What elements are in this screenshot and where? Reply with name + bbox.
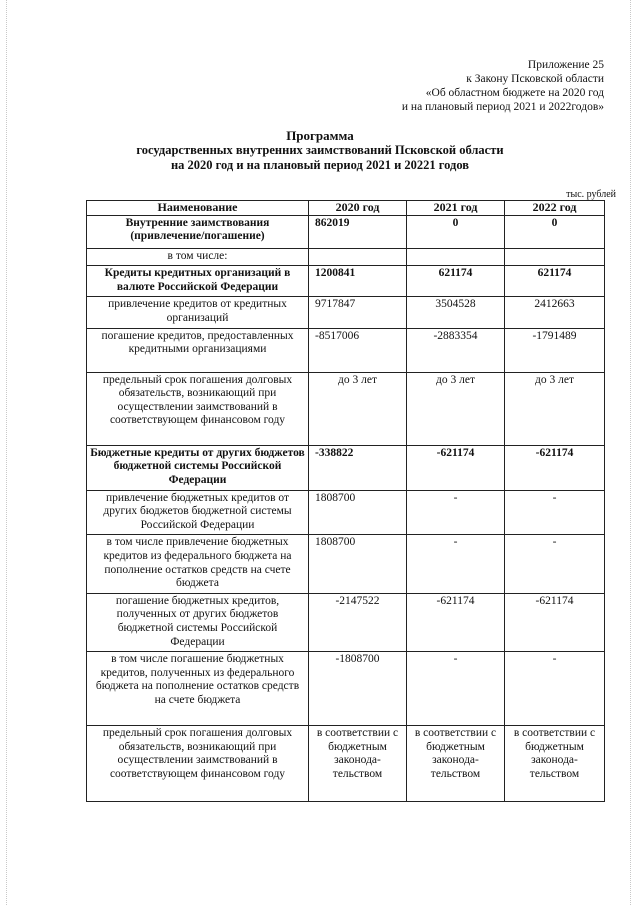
row-value-2020: 1808700 (309, 490, 407, 535)
table-row (87, 593, 605, 651)
row-value-2021: -2883354 (407, 328, 505, 372)
document-title (0, 128, 640, 173)
row-name: в том числе привлечение бюджетных кредитов из федерального бюджета на пополнение остатков средств на счете бюджета (87, 535, 309, 593)
row-value-2020: до 3 лет (309, 372, 407, 445)
row-value-2020: -338822 (309, 445, 407, 490)
row-name: в том числе погашение бюджетных кредитов, полученных из федерального бюджета на пополнение остатков средств на счете бюджета (87, 652, 309, 726)
header-2021: 2021 год (407, 201, 505, 216)
row-value-2022: в соответствии с бюджетным законода-тельством (505, 726, 605, 802)
row-value-2022: 2412663 (505, 297, 605, 328)
header-2020: 2020 год (309, 201, 407, 216)
table-row (87, 445, 605, 490)
table-header-row (87, 201, 605, 216)
row-value-2021: -621174 (407, 445, 505, 490)
row-value-2021: - (407, 652, 505, 726)
row-value-2021: - (407, 535, 505, 593)
table-row (87, 372, 605, 445)
row-value-2021: до 3 лет (407, 372, 505, 445)
row-value-2022: - (505, 535, 605, 593)
row-value-2022: -621174 (505, 593, 605, 651)
row-value-2020 (309, 248, 407, 266)
row-value-2022: - (505, 652, 605, 726)
row-value-2020: -8517006 (309, 328, 407, 372)
row-value-2020: в соответствии с бюджетным законода-тельством (309, 726, 407, 802)
row-value-2021: -621174 (407, 593, 505, 651)
row-value-2022: до 3 лет (505, 372, 605, 445)
row-value-2020: 9717847 (309, 297, 407, 328)
title-line-3: на 2020 год и на плановый период 2021 и 20221 годов (170, 158, 470, 172)
row-value-2020: 862019 (309, 215, 407, 248)
row-name: привлечение бюджетных кредитов от других бюджетов бюджетной системы Российской Федерации (87, 490, 309, 535)
table-row (87, 297, 605, 328)
row-name: предельный срок погашения долговых обязательств, возникающий при осуществлении заимствований в соответствующем финансовом году (87, 372, 309, 445)
table-row (87, 490, 605, 535)
row-value-2022: 0 (505, 215, 605, 248)
row-value-2021: 0 (407, 215, 505, 248)
row-value-2021 (407, 248, 505, 266)
table-row (87, 215, 605, 248)
row-value-2022: - (505, 490, 605, 535)
appendix-line-4: и на плановый период 2021 и 2022годов» (401, 101, 604, 113)
appendix-note (402, 58, 604, 114)
row-name: погашение кредитов, предоставленных кредитными организациями (87, 328, 309, 372)
title-line-1: Программа (286, 128, 354, 143)
row-value-2022: -621174 (505, 445, 605, 490)
appendix-line-3: «Об областном бюджете на 2020 год (425, 87, 604, 99)
table-row (87, 652, 605, 726)
row-name: в том числе: (87, 248, 309, 266)
row-value-2021: - (407, 490, 505, 535)
row-value-2021: 3504528 (407, 297, 505, 328)
header-name: Наименование (87, 201, 309, 216)
row-value-2020: -2147522 (309, 593, 407, 651)
row-value-2021: 621174 (407, 266, 505, 297)
header-2022: 2022 год (505, 201, 605, 216)
table-row (87, 266, 605, 297)
row-name: Бюджетные кредиты от других бюджетов бюджетной системы Российской Федерации (87, 445, 309, 490)
row-value-2022: -1791489 (505, 328, 605, 372)
row-value-2022 (505, 248, 605, 266)
row-name: Внутренние заимствования (привлечение/погашение) (87, 215, 309, 248)
appendix-line-1: Приложение 25 (527, 59, 604, 71)
row-name: предельный срок погашения долговых обязательств, возникающий при осуществлении заимствований в соответствующем финансовом году (87, 726, 309, 802)
borrowing-program-table (86, 200, 605, 802)
row-value-2021: в соответствии с бюджетным законода-тельством (407, 726, 505, 802)
row-name: Кредиты кредитных организаций в валюте Российской Федерации (87, 266, 309, 297)
table-row (87, 535, 605, 593)
row-value-2022: 621174 (505, 266, 605, 297)
row-value-2020: -1808700 (309, 652, 407, 726)
row-value-2020: 1808700 (309, 535, 407, 593)
row-name: привлечение кредитов от кредитных организаций (87, 297, 309, 328)
row-name: погашение бюджетных кредитов, полученных от других бюджетов бюджетной системы Российской Федерации (87, 593, 309, 651)
table-row (87, 726, 605, 802)
title-line-2: государственных внутренних заимствований Псковской области (136, 143, 504, 157)
units-label: тыс. рублей (566, 189, 616, 200)
table-row (87, 248, 605, 266)
appendix-line-2: к Закону Псковской области (466, 73, 604, 85)
table-row (87, 328, 605, 372)
row-value-2020: 1200841 (309, 266, 407, 297)
